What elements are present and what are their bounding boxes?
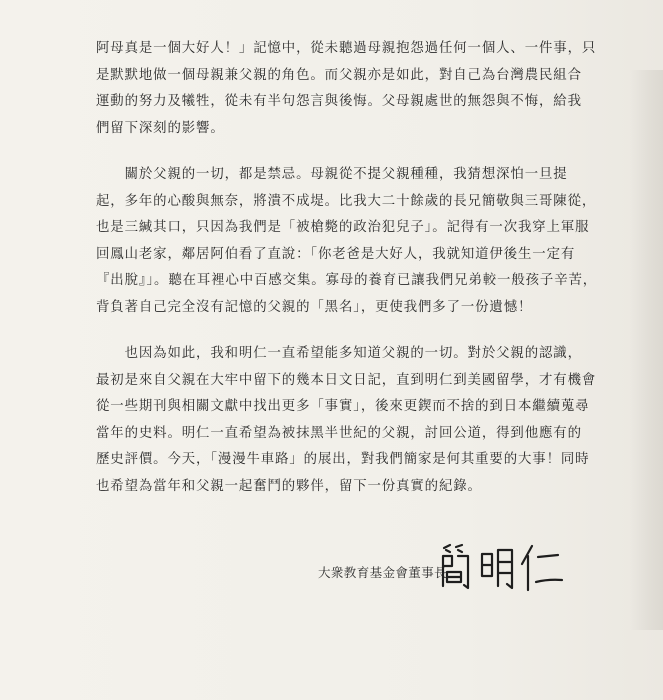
signature-svg [436,542,566,594]
paragraph-line: 背負著自己完全沒有記憶的父親的「黑名」，更使我們多了一份遺憾！ [96,299,533,315]
page-edge-shadow [629,70,663,630]
paragraph-line: 阿母真是一個大好人！」記憶中，從未聽過母親抱怨過任何一個人、一件事，只 [96,41,597,56]
paragraph-line: 也是三緘其口，只因為我們是「被槍斃的政治犯兒子」。記得有一次我穿上軍服 [96,220,590,235]
paragraph-line: 也希望為當年和父親一起奮鬥的夥伴，留下一份真實的紀錄。 [96,478,482,494]
paragraph-line: 也因為如此，我和明仁一直希望能多知道父親的一切。對於父親的認識， [96,346,582,361]
paragraph-line: 回鳳山老家，鄰居阿伯看了直說：「你老爸是大好人，我就知道伊後生一定有 [96,246,576,262]
paragraph-line: 關於父親的一切，都是禁忌。母親從不提父親種種，我猜想深怕一旦提 [96,167,568,182]
paragraph-line: 最初是來自父親在大牢中留下的幾本日文日記，直到明仁到美國留學，才有機會 [96,372,597,388]
signature-title: 大衆教育基金會董事長 [318,565,448,580]
signature-block [318,546,578,606]
paragraph-line: 起，多年的心酸與無奈，將潰不成堤。比我大二十餘歲的長兄簡敬與三哥陳從， [96,193,597,209]
paragraph-1 [96,36,597,142]
paragraph-line: 是默默地做一個母親兼父親的角色。而父親亦是如此，對自己為台灣農民組合 [96,67,582,83]
paragraph-line: 們留下深刻的影響。 [96,120,225,136]
paragraph-line: 『出脫』」。聽在耳裡心中百感交集。寡母的養育已讓我們兄弟較一般孩子辛苦， [96,273,598,288]
paragraph-line: 當年的史料。明仁一直希望為被抹黑半世紀的父親，討回公道，得到他應有的 [96,425,582,441]
paragraph-line: 從一些期刊與相關文獻中找出更多「事實」，後來更鍥而不捨的到日本繼續蒐尋 [96,399,590,414]
paragraph-2 [96,162,598,321]
handwritten-signature [436,542,566,594]
paragraph-3 [96,341,597,500]
paragraph-line: 運動的努力及犧牲，從未有半句怨言與後悔。父母親處世的無怨與不悔，給我 [96,94,582,109]
paragraph-line: 歷史評價。今天，「漫漫牛車路」的展出，對我們簡家是何其重要的大事！同時 [96,452,590,467]
